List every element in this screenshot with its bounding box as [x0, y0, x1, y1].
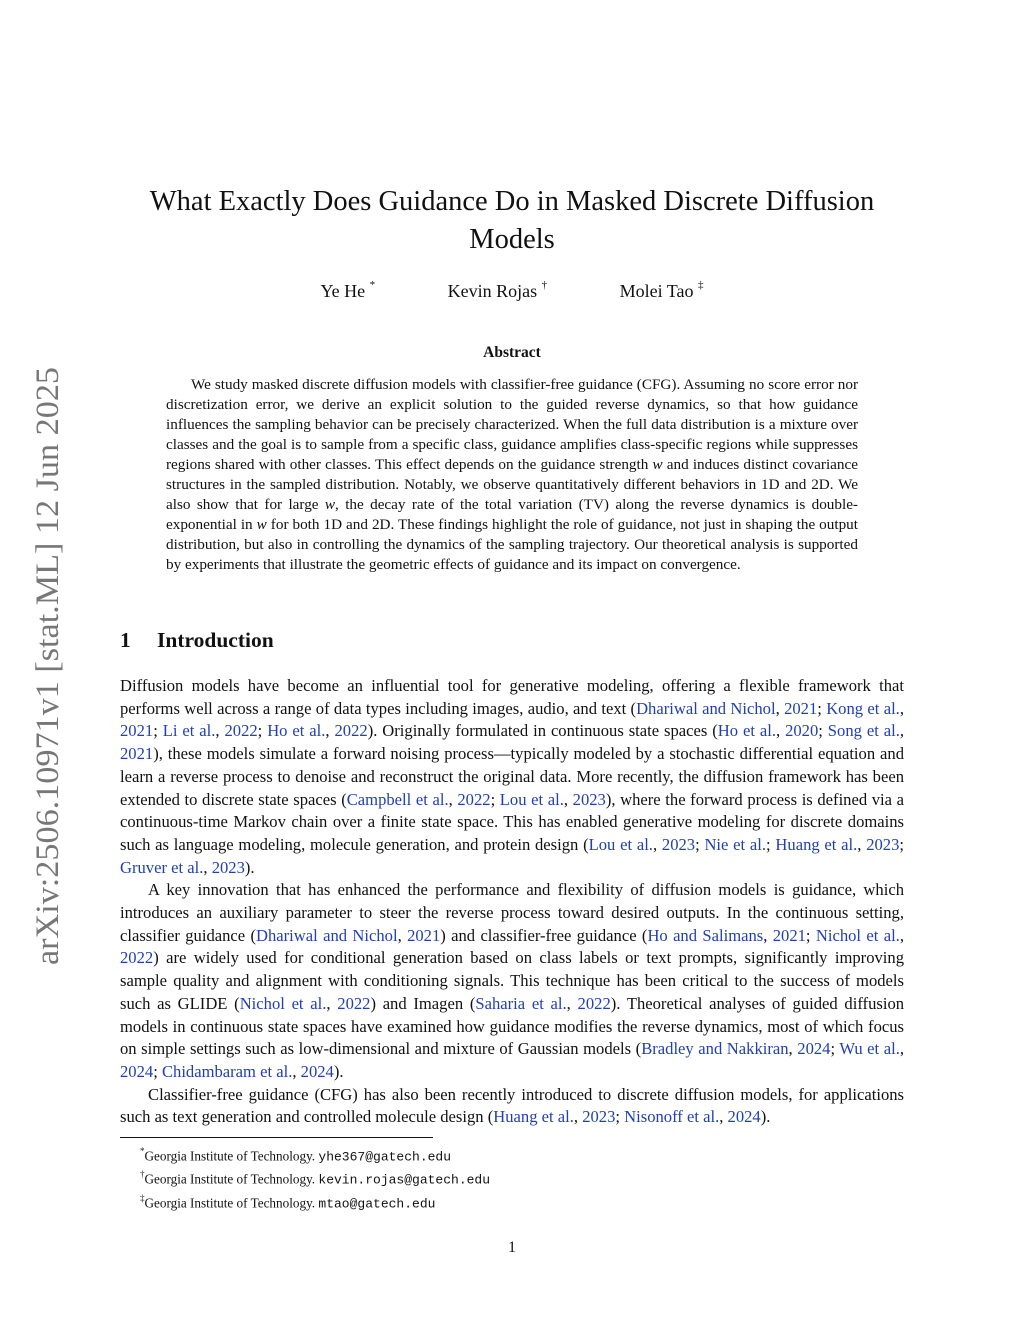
citation-link[interactable]: 2023	[582, 1107, 616, 1127]
citation-link[interactable]: 2022	[120, 948, 154, 968]
citation-link[interactable]: 2021	[120, 721, 154, 741]
author-name: Molei Tao	[619, 281, 694, 301]
body-paragraph: Diffusion models have become an influential tool for generative modeling, offering a flexible framework that performs well across a range of data types including images, audio, and text (Dhariwal and Nichol, 2021; Kong et al., 2021; Li et al., 2022; Ho et al., 2022). Originally formulated in continuous state spaces (Ho et al., 2020; Song et al., 2021), these models simulate a forward noising process—typically modeled by a stochastic differential equation and learn a reverse process to denoise and reconstruct the original data. More recently, the diffusion framework has been extended to discrete state spaces (Campbell et al., 2022; Lou et al., 2023), where the forward process is defined via a continuous-time Markov chain over a finite state space. This has enabled generative modeling for discrete domains such as language modeling, molecule generation, and protein design (Lou et al., 2023; Nie et al.; Huang et al., 2023; Gruver et al., 2023).	[120, 676, 905, 877]
citation-link[interactable]: 2023	[866, 834, 900, 854]
citation-link[interactable]: Kong et al.	[826, 698, 900, 718]
citation-link[interactable]: 2023	[661, 834, 696, 854]
citation-link[interactable]: 2024	[727, 1107, 761, 1127]
citation-link[interactable]: Saharia et al.	[475, 993, 567, 1013]
citation-link[interactable]: Nie et al.	[704, 834, 767, 854]
citation-link[interactable]: 2024	[797, 1039, 831, 1059]
footnote-mark: *	[140, 1146, 145, 1156]
author	[320, 281, 375, 302]
footnote-email: kevin.rojas@gatech.edu	[318, 1172, 491, 1188]
abstract-text: and induces distinct covariance structures in the sampled distribution. Notably, we observe quantitatively different behaviors in 1D and 2D. We also show that for large	[166, 456, 858, 513]
citation-link[interactable]: Huang et al.	[775, 834, 858, 854]
author-footnote-mark: *	[369, 279, 376, 291]
citation-link[interactable]: Li et al.	[162, 721, 216, 741]
citation-link[interactable]: 2023	[572, 789, 606, 809]
footnote	[140, 1190, 490, 1213]
citation-link[interactable]: Nichol et al.	[815, 925, 900, 945]
abstract-heading: Abstract	[483, 344, 541, 361]
citation-link[interactable]: 2022	[334, 721, 368, 741]
author	[620, 281, 704, 302]
body-paragraph: Classifier-free guidance (CFG) has also been recently introduced to discrete diffusion models, for applications such as text generation and controlled molecule design (Huang et al., 2023; Nisonoff et al., 2024).	[120, 1084, 904, 1127]
section-heading	[120, 628, 274, 653]
citation-link[interactable]: 2021	[772, 925, 806, 945]
section-title: Introduction	[157, 628, 274, 652]
footnote-affiliation: Georgia Institute of Technology.	[144, 1195, 319, 1211]
citation-link[interactable]: Lou et al.	[588, 834, 653, 854]
footnote	[140, 1166, 490, 1189]
paper-title: What Exactly Does Guidance Do in Masked Discrete Diffusion Models	[149, 186, 875, 255]
citation-link[interactable]: Lou et al.	[499, 789, 564, 809]
introduction-body	[120, 675, 904, 1129]
citation-link[interactable]: Campbell et al.	[346, 789, 449, 809]
citation-link[interactable]: Dhariwal and Nichol	[636, 698, 776, 718]
citation-link[interactable]: Ho et al.	[717, 721, 776, 741]
citation-link[interactable]: 2021	[120, 744, 154, 764]
footnote-affiliation: Georgia Institute of Technology.	[144, 1171, 319, 1187]
citation-link[interactable]: 2021	[784, 698, 818, 718]
citation-link[interactable]: Huang et al.	[493, 1107, 574, 1127]
footnotes	[140, 1143, 490, 1213]
abstract-text: for both 1D and 2D. These findings highlight the role of guidance, not just in shaping the output distribution, but also in controlling the dynamics of the sampling trajectory. Our theoretical analysis is supported by experiments that illustrate the geometric effects of guidance and its impact on convergence.	[166, 516, 858, 573]
math-variable: w	[256, 516, 267, 533]
citation-link[interactable]: 2023	[211, 857, 245, 877]
body-paragraph: A key innovation that has enhanced the performance and flexibility of diffusion models is guidance, which introduces an auxiliary parameter to steer the reverse process toward desired outputs. In the continuous setting, classifier guidance (Dhariwal and Nichol, 2021) and classifier-free guidance (Ho and Salimans, 2021; Nichol et al., 2022) are widely used for conditional generation based on class labels or text prompts, significantly improving sample quality and alignment with conditioning signals. This technique has been critical to the success of models such as GLIDE (Nichol et al., 2022) and Imagen (Saharia et al., 2022). Theoretical analyses of guided diffusion models in continuous state spaces have examined how guidance modifies the reverse dynamics, most of which focus on simple settings such as low-dimensional and mixture of Gaussian models (Bradley and Nakkiran, 2024; Wu et al., 2024; Chidambaram et al., 2024).	[120, 880, 905, 1081]
citation-link[interactable]: Nichol et al.	[239, 993, 327, 1013]
citation-link[interactable]: 2021	[407, 925, 441, 945]
citation-link[interactable]: Nisonoff et al.	[624, 1107, 720, 1127]
citation-link[interactable]: 2024	[300, 1061, 334, 1081]
page-number: 1	[508, 1239, 516, 1256]
math-variable: w	[652, 456, 663, 473]
math-variable: w	[324, 496, 336, 513]
footnote-mark: ‡	[140, 1192, 145, 1203]
citation-link[interactable]: 2022	[577, 993, 611, 1013]
citation-link[interactable]: Ho and Salimans	[647, 925, 764, 945]
citation-link[interactable]: 2022	[457, 789, 491, 809]
citation-link[interactable]: Ho et al.	[267, 721, 326, 741]
footnote-mark: †	[140, 1169, 145, 1180]
footnote	[140, 1143, 490, 1166]
abstract-text: We study masked discrete diffusion models with classifier-free guidance (CFG). Assuming no score error nor discretization error, we derive an explicit solution to the guided reverse dynamics, so that how guidance influences the sampling behavior can be precisely characterized. When the full data distribution is a mixture over classes and the goal is to sample from a specific class, guidance amplifies class-specific regions while suppresses regions shared with other classes. This effect depends on the guidance strength	[166, 376, 858, 473]
citation-link[interactable]: Chidambaram et al.	[161, 1061, 293, 1081]
citation-link[interactable]: 2024	[120, 1061, 154, 1081]
arxiv-identifier: arXiv:2506.10971v1 [stat.ML] 12 Jun 2025	[30, 387, 66, 965]
footnote-divider	[120, 1137, 433, 1138]
citation-link[interactable]: Song et al.	[827, 721, 900, 741]
author-list	[120, 281, 904, 302]
citation-link[interactable]: 2022	[224, 721, 258, 741]
citation-link[interactable]: Bradley and Nakkiran	[641, 1039, 789, 1059]
author	[448, 281, 548, 302]
citation-link[interactable]: 2020	[785, 721, 819, 741]
citation-link[interactable]: Dhariwal and Nichol	[256, 925, 398, 945]
section-number: 1	[120, 628, 131, 652]
citation-link[interactable]: Wu et al.	[839, 1039, 900, 1059]
arxiv-sidebar-stamp	[24, 365, 68, 965]
footnote-email: yhe367@gatech.edu	[318, 1149, 452, 1165]
citation-link[interactable]: Gruver et al.	[120, 857, 204, 877]
author-name: Ye He	[320, 281, 366, 301]
footnote-email: mtao@gatech.edu	[318, 1196, 436, 1212]
abstract-body	[166, 375, 858, 575]
citation-link[interactable]: 2022	[337, 993, 371, 1013]
footnote-affiliation: Georgia Institute of Technology.	[144, 1148, 319, 1164]
author-footnote-mark: †	[541, 279, 548, 291]
author-name: Kevin Rojas	[447, 281, 538, 301]
abstract-text: , the decay rate of the total variation (TV) along the reverse dynamics is double-exponential in	[166, 496, 858, 533]
author-footnote-mark: ‡	[698, 279, 704, 291]
abstract-paragraph	[166, 375, 858, 575]
